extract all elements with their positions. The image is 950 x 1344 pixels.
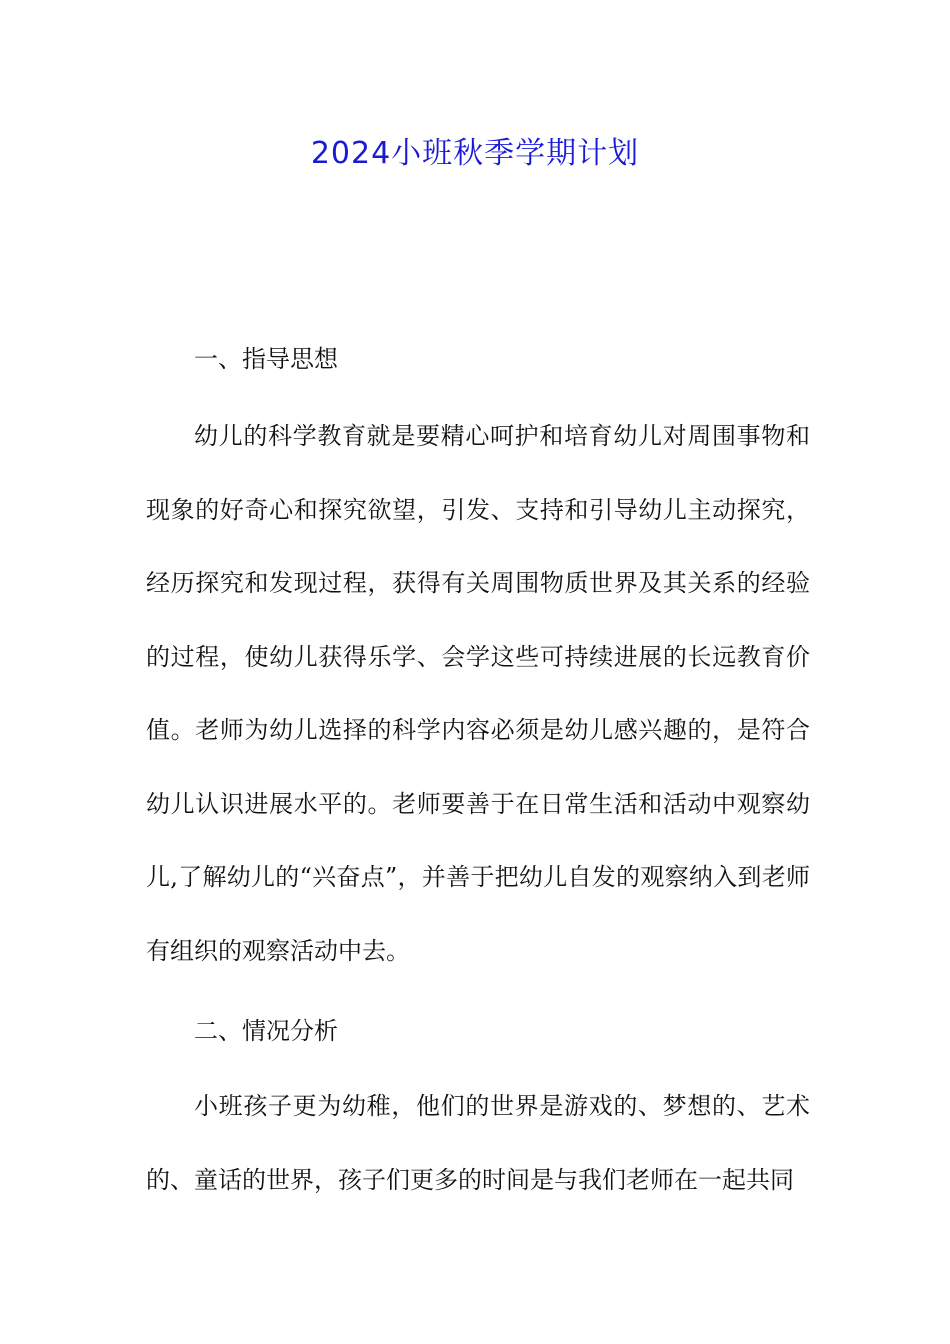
section-heading-situation-analysis: 二、情况分析 [194,1017,338,1045]
section-paragraph-guiding-thought [146,400,810,988]
document-title: 2024小班秋季学期计划 [310,136,640,171]
section-paragraph-situation-analysis [146,1070,810,1217]
section-heading-guiding-thought: 一、指导思想 [194,345,338,373]
paragraph-text: 小班孩子更为幼稚，他们的世界是游戏的、梦想的、艺术的、童话的世界，孩子们更多的时间是与我们老师在一起共同 [146,1092,810,1194]
paragraph-text: 幼儿的科学教育就是要精心呵护和培育幼儿对周围事物和现象的好奇心和探究欲望，引发、支持和引导幼儿主动探究，经历探究和发现过程，获得有关周围物质世界及其关系的经验的过程，使幼儿获得乐学、会学这些可持续进展的长远教育价值。老师为幼儿选择的科学内容必须是幼儿感兴趣的，是符合幼儿认识进展水平的。老师要善于在日常生活和活动中观察幼儿,了解幼儿的“兴奋点”，并善于把幼儿自发的观察纳入到老师有组织的观察活动中去。 [146,422,810,965]
